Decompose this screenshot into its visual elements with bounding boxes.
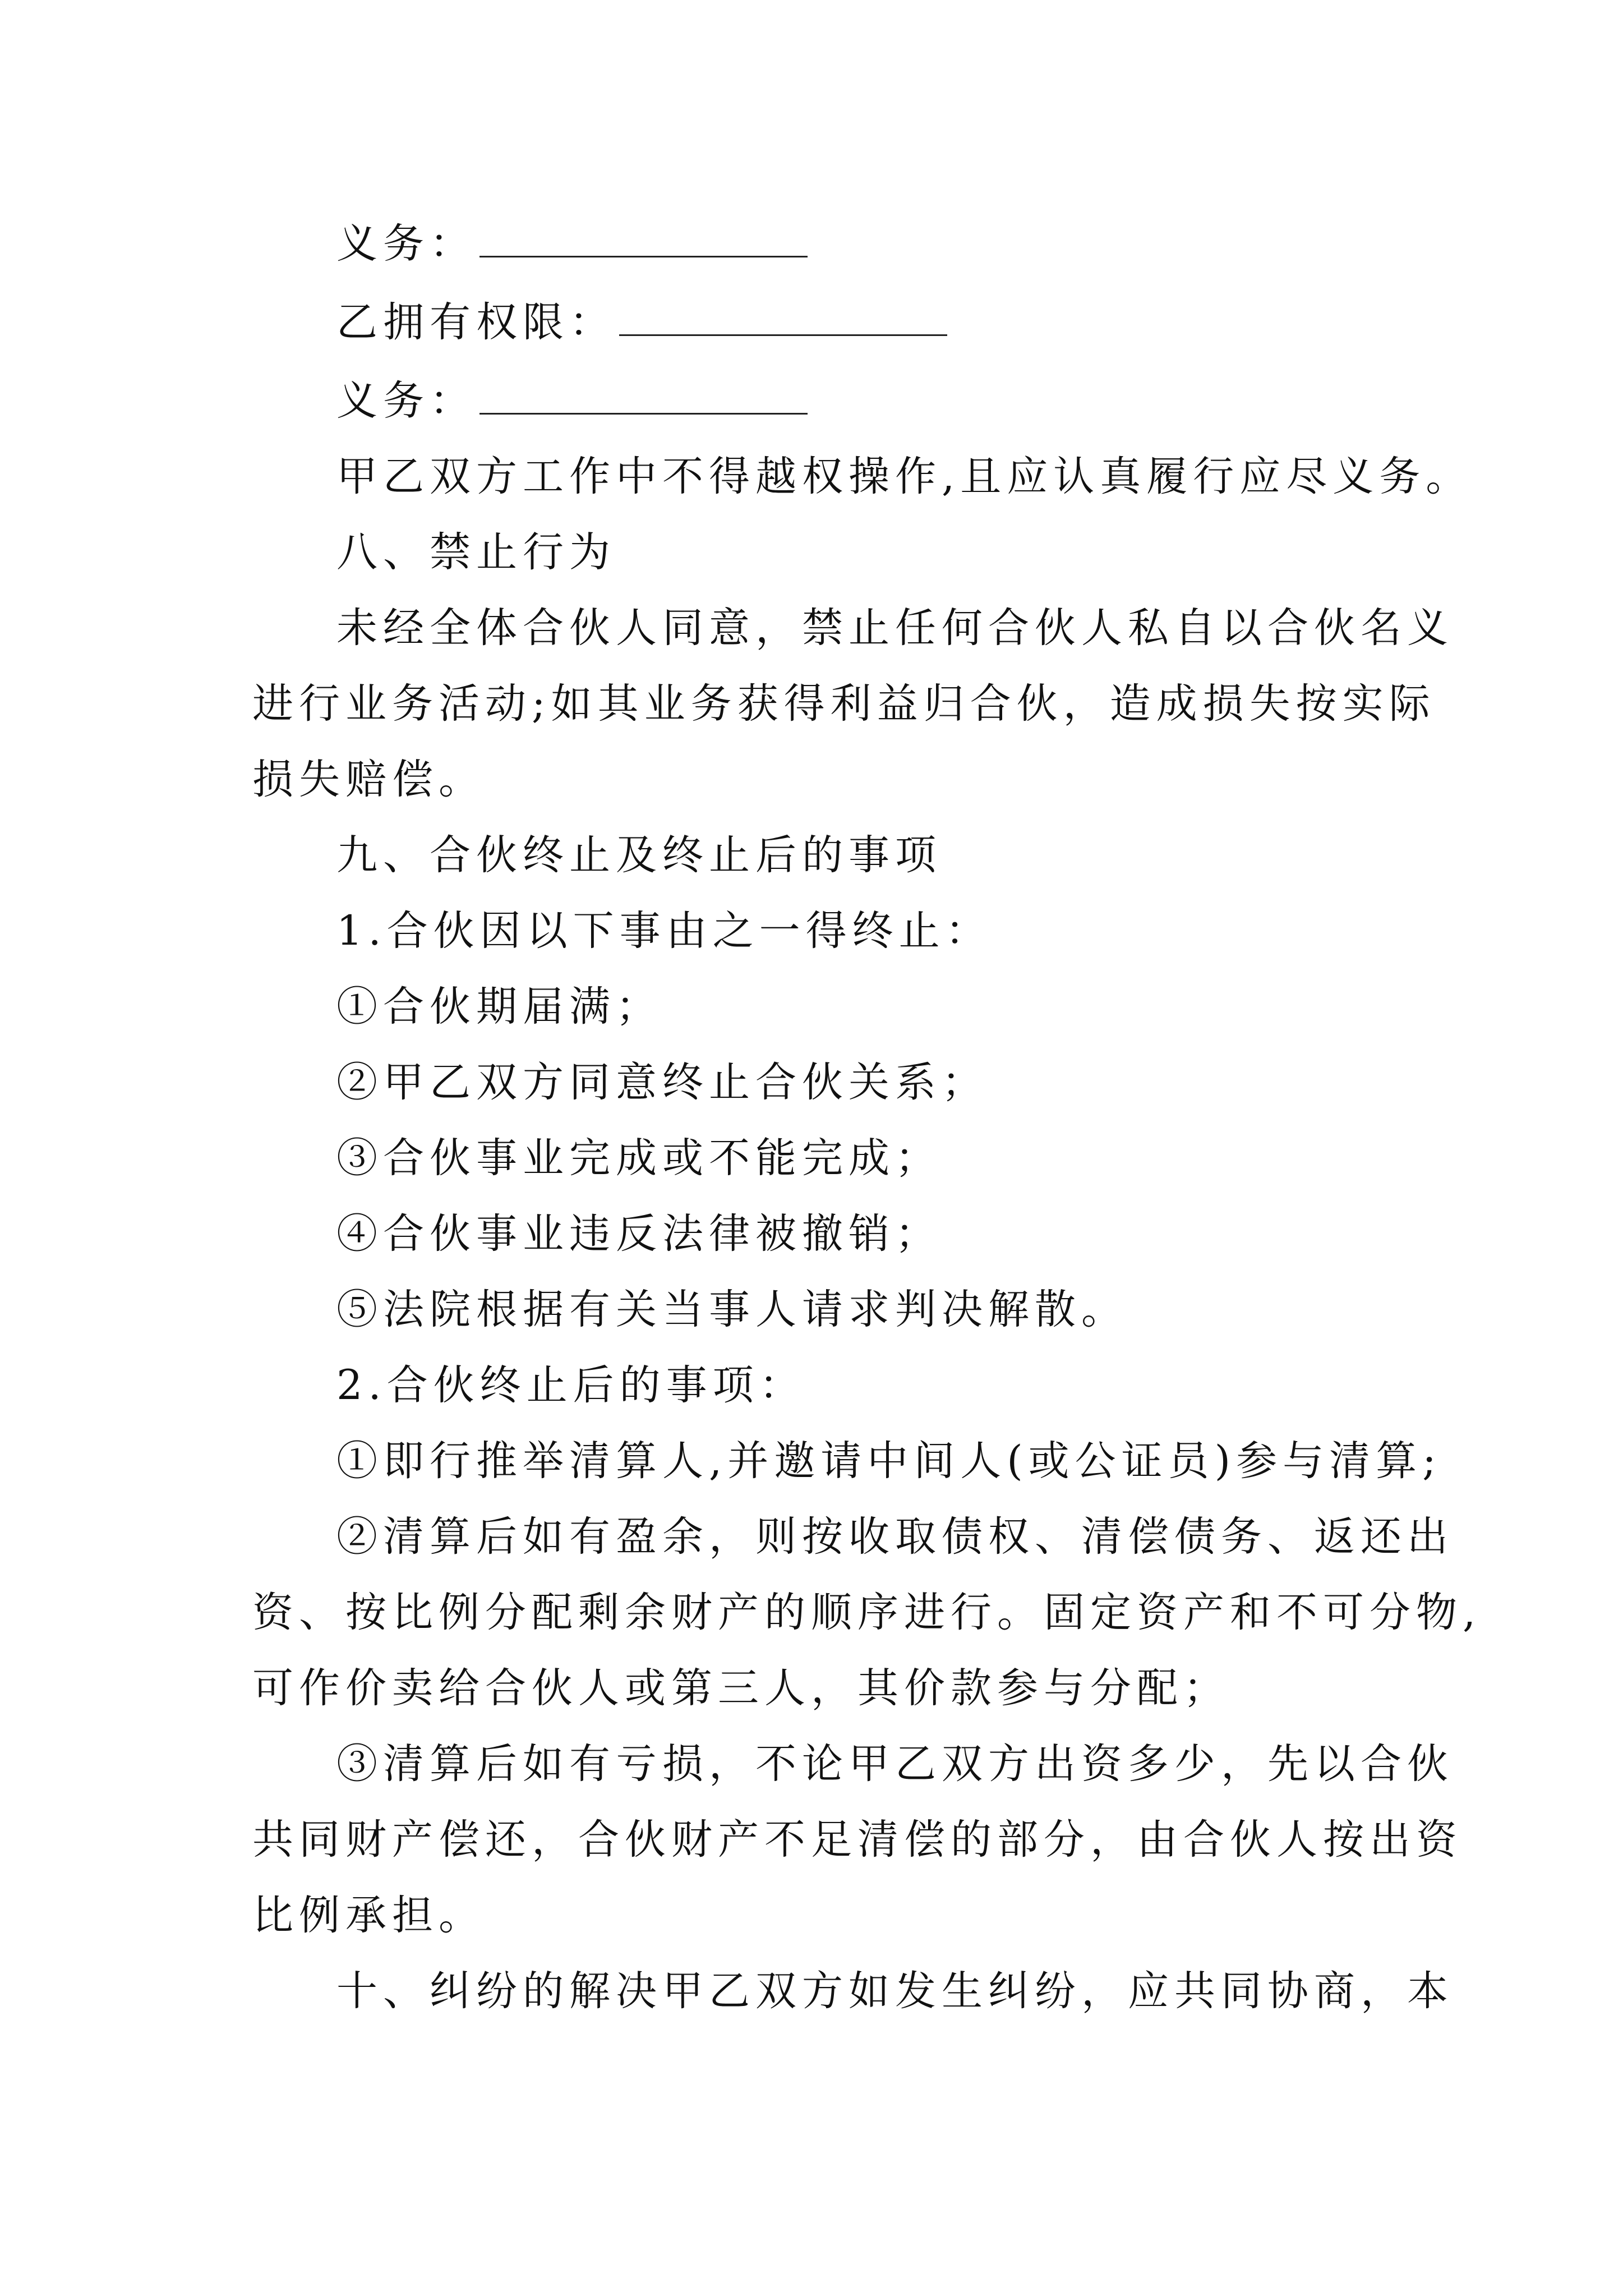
section-heading: 十、纠纷的解决甲乙双方如发生纠纷，应共同协商，本 — [336, 1967, 1454, 2015]
obligation-line-2 — [336, 373, 1380, 429]
fill-in-blank[interactable] — [479, 222, 808, 257]
list-item: ③合伙事业完成或不能完成； — [336, 1134, 942, 1182]
fill-in-blank[interactable] — [619, 301, 947, 336]
paragraph-line: 损失赔偿。 — [252, 756, 485, 803]
paragraph-line: 资、按比例分配剩余财产的顺序进行。固定资产和不可分物, — [252, 1589, 1482, 1636]
paragraph-line: 共同财产偿还，合伙财产不足清偿的部分，由合伙人按出资 — [252, 1816, 1463, 1864]
list-item: ④合伙事业违反法律被撤销； — [336, 1210, 942, 1258]
line-text: 义务： — [336, 377, 476, 425]
list-item: ②甲乙双方同意终止合伙关系； — [336, 1059, 988, 1106]
paragraph-line: 甲乙双方工作中不得越权操作,且应认真履行应尽义务。 — [336, 453, 1473, 500]
section-heading: 九、合伙终止及终止后的事项 — [336, 831, 942, 879]
paragraph-line: 可作价卖给合伙人或第三人，其价款参与分配； — [252, 1664, 1230, 1712]
list-item: ①即行推举清算人,并邀请中间人(或公证员)参与清算; — [336, 1437, 1442, 1485]
paragraph-line: 比例承担。 — [252, 1892, 485, 1939]
paragraph-line: 未经全体合伙人同意，禁止任何合伙人私自以合伙名义 — [336, 604, 1454, 652]
party-b-authority-line — [336, 295, 1380, 351]
section-heading: 八、禁止行为 — [336, 528, 616, 576]
list-item: ①合伙期届满； — [336, 983, 662, 1030]
list-item: ⑤法院根据有关当事人请求判决解散。 — [336, 1286, 1128, 1333]
list-item: ③清算后如有亏损，不论甲乙双方出资多少，先以合伙 — [336, 1740, 1454, 1788]
list-item: 1.合伙因以下事由之一得终止： — [336, 907, 992, 955]
line-text: 乙拥有权限： — [336, 298, 616, 346]
paragraph-line: 进行业务活动;如其业务获得利益归合伙，造成损失按实际 — [252, 680, 1436, 728]
fill-in-blank[interactable] — [479, 379, 808, 415]
line-text: 义务： — [336, 220, 476, 268]
list-item: 2.合伙终止后的事项： — [336, 1361, 806, 1409]
obligation-line-1 — [336, 216, 1380, 272]
list-item: ②清算后如有盈余，则按收取债权、清偿债务、返还出 — [336, 1513, 1454, 1561]
